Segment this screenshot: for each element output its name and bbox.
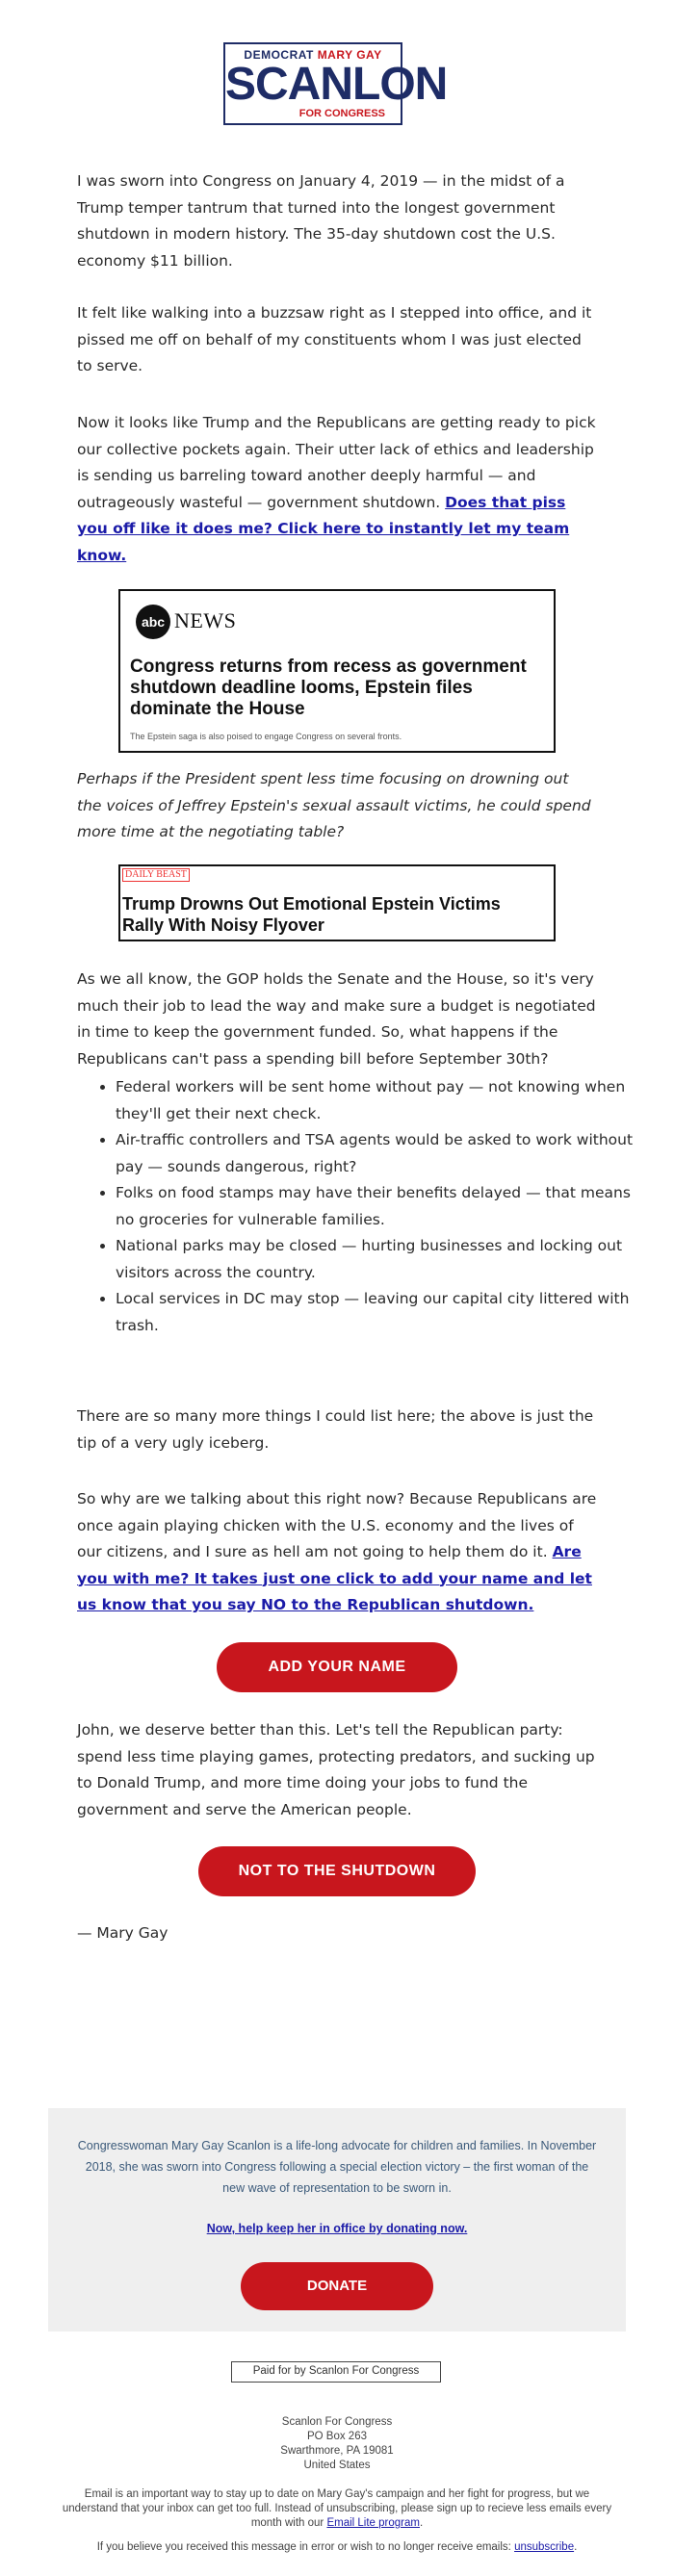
paragraph-4: Perhaps if the President spent less time focusing on drowning out the voices of Jeffrey Epstein's sexual assault victims, he could spend more time at the negotiating table? [77,770,591,840]
list-item: • Air-traffic controllers and TSA agents would be asked to work without pay — sounds dangerous, right? [116,1127,635,1180]
paragraph-7 [77,1486,597,1619]
piss-you-off-link[interactable]: Does that piss you off like it does me? Click here to instantly let my team know. [77,493,570,564]
list-item: • Local services in DC may stop — leaving our capital city littered with trash. [116,1286,635,1339]
paragraph-8: John, we deserve better than this. Let's tell the Republican party: spend less time playing games, protecting predators, and sucking up to Donald Trump, and more time doing your jobs to fund the government and serve the American people. [77,1721,595,1818]
shutdown-effects-list [77,1074,635,1339]
abc-logo-icon: abc [136,605,170,639]
add-your-name-button[interactable]: ADD YOUR NAME [217,1642,457,1692]
email-lite-link[interactable]: Email Lite program [326,2517,420,2529]
list-item: • Folks on food stamps may have their benefits delayed — that means no groceries for vulnerable families. [116,1180,635,1233]
card2-headline: Trump Drowns Out Emotional Epstein Victims Rally With Noisy Flyover [122,894,501,935]
paid-for-by: Paid for by Scanlon For Congress [231,2361,441,2383]
list-item: • Federal workers will be sent home without pay — not knowing when they'll get their next check. [116,1074,635,1127]
paragraph-6: There are so many more things I could list here; the above is just the tip of a very ugly iceberg. [77,1407,594,1452]
card1-headline: Congress returns from recess as government shutdown deadline looms, Epstein files dominate the House [130,657,527,719]
unsubscribe-link[interactable]: unsubscribe [514,2541,575,2553]
daily-beast-brand: DAILY BEAST [122,868,190,882]
email-lite-note: Email is an important way to stay up to date on Mary Gay's campaign and her fight for progress, but we understand that your inbox can get too full. Instead of unsubscribing, please sign up to recieve less emails every month with our Email Lite program. [62,2488,612,2529]
paragraph-3-text: Now it looks like Trump and the Republicans are getting ready to pick our collective pockets again. Their utter lack of ethics and leadership is sending us barreling toward another deeply harmful — and outrageously wasteful — government shutdown. [77,414,596,511]
unsubscribe-text: If you believe you received this message in error or wish to no longer receive emails: [96,2541,511,2553]
address-line-3: Swarthmore, PA 19081 [280,2445,394,2457]
abc-news-card[interactable] [118,589,556,753]
donate-button[interactable]: DONATE [241,2262,433,2310]
logo-mary-gay: MARY GAY [317,48,382,62]
logo-name: SCANLON [225,59,448,110]
logo-for-congress: FOR CONGRESS [298,108,385,119]
list-item: • National parks may be closed — hurting businesses and locking out visitors across the country. [116,1233,635,1286]
donate-now-link[interactable]: Now, help keep her in office by donating now. [206,2222,468,2235]
paragraph-2: It felt like walking into a buzzsaw right as I stepped into office, and it pissed me off on behalf of my constituents whom I was just elected to serve. [77,304,592,374]
address-line-4: United States [303,2460,371,2471]
paragraph-3 [77,410,597,569]
logo-democrat: DEMOCRAT [244,48,314,62]
paragraph-7-text: So why are we talking about this right now? Because Republicans are once again playing chicken with the U.S. economy and the lives of our citizens, and I sure as hell am not going to help them do it. [77,1490,597,1560]
not-to-the-shutdown-button[interactable]: NOT TO THE SHUTDOWN [198,1846,476,1896]
footer-box [48,2108,626,2331]
address-line-1: Scanlon For Congress [281,2416,393,2428]
unsubscribe-note: If you believe you received this message in error or wish to no longer receive emails: unsubscribe. [96,2541,578,2553]
address-line-2: PO Box 263 [306,2431,367,2442]
card1-subtitle: The Epstein saga is also poised to engage Congress on several fronts. [130,732,402,741]
footer-bio: Congresswoman Mary Gay Scanlon is a life-long advocate for children and families. In November 2018, she was sworn into Congress following a special election victory – the first woman of the new wave of representation to be sworn in. [77,2139,597,2195]
signoff: — Mary Gay [77,1924,168,1942]
abc-news-brand: NEWS [174,608,237,632]
paragraph-1: I was sworn into Congress on January 4, 2019 — in the midst of a Trump temper tantrum that turned into the longest government shutdown in modern history. The 35-day shutdown cost the U.S. economy $11 billion. [77,172,565,270]
campaign-logo [223,42,448,125]
add-your-name-link[interactable]: Are you with me? It takes just one click to add your name and let us know that you say NO to the Republican shutdown. [77,1543,592,1613]
paragraph-5: As we all know, the GOP holds the Senate and the House, so it's very much their job to lead the way and make sure a budget is negotiated in time to keep the government funded. So, what happens if the Republicans can't pass a spending bill before September 30th? [77,970,596,1068]
email-lite-text: Email is an important way to stay up to date on Mary Gay's campaign and her fight for progress, but we understand that your inbox can get too full. Instead of unsubscribing, please sign up to recieve less emails every month with our [62,2488,612,2529]
daily-beast-card[interactable] [118,864,556,941]
